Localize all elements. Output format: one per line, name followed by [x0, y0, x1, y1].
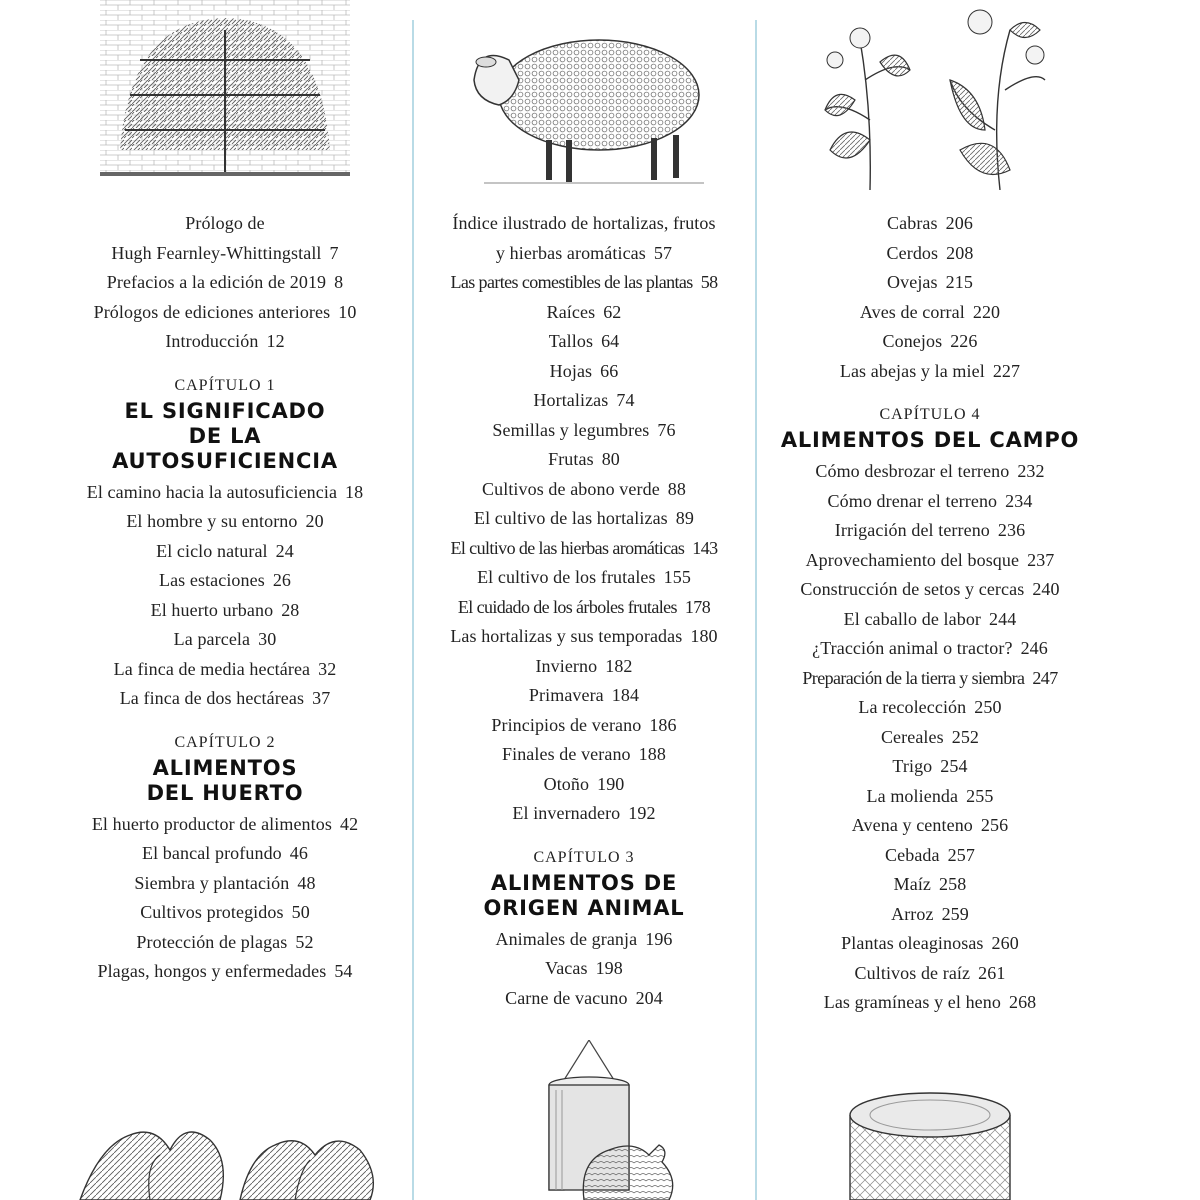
toc-entry-text: Cultivos de raíz: [854, 962, 971, 983]
toc-entry-page: 258: [939, 874, 967, 894]
toc-entry-text: Cerdos: [886, 242, 939, 263]
toc-entry[interactable]: [418, 681, 750, 711]
toc-entry-page: 215: [945, 272, 973, 292]
toc-entry[interactable]: [418, 534, 750, 564]
cheese-wheel-illustration: [760, 1085, 1100, 1200]
toc-entry-text: Prefacios a la edición de 2019: [106, 272, 327, 292]
toc-entry[interactable]: [40, 239, 410, 269]
toc-entry-text: Construcción de setos y cercas: [800, 579, 1025, 599]
toc-entry-text: Plagas, hongos y enfermedades: [97, 961, 327, 981]
toc-list-column-1: [40, 209, 410, 987]
toc-entry[interactable]: [40, 478, 410, 508]
toc-entry-text: Las estaciones: [158, 570, 265, 590]
toc-entry[interactable]: [760, 988, 1100, 1018]
toc-column-1: [40, 0, 410, 1200]
toc-entry-text: La finca de dos hectáreas: [119, 688, 305, 708]
toc-entry-page: 28: [281, 599, 300, 620]
toc-entry[interactable]: [418, 504, 750, 534]
toc-entry-page: 20: [305, 511, 324, 531]
toc-entry[interactable]: [418, 925, 750, 955]
toc-entry[interactable]: [760, 239, 1100, 269]
toc-entry[interactable]: [760, 723, 1100, 753]
toc-entry-text: Hojas: [549, 360, 593, 381]
toc-entry-text: El camino hacia la autosuficiencia: [86, 481, 338, 502]
toc-entry-page: 10: [338, 301, 357, 322]
toc-entry-page: 155: [663, 567, 691, 587]
toc-entry-text: Preparación de la tierra y siembra: [802, 667, 1025, 688]
toc-entry[interactable]: [760, 457, 1100, 487]
toc-entry[interactable]: [760, 752, 1100, 782]
toc-entry-text: Cómo drenar el terreno: [827, 490, 998, 511]
toc-entry[interactable]: [418, 445, 750, 475]
toc-entry-page: 74: [616, 390, 635, 410]
toc-entry-text: Primavera: [528, 685, 604, 705]
toc-entry-text: El cultivo de las hierbas aromáticas: [450, 537, 685, 558]
toc-entry-page: 54: [334, 961, 353, 981]
toc-entry-page: 254: [940, 756, 968, 776]
toc-entry[interactable]: [760, 693, 1100, 723]
toc-entry-text: El huerto urbano: [150, 599, 274, 620]
toc-entry-text: Protección de plagas: [136, 931, 288, 952]
toc-entry-page: 37: [312, 688, 331, 708]
toc-entry-page: 250: [974, 697, 1002, 717]
toc-entry[interactable]: [760, 841, 1100, 871]
toc-entry-page: 57: [653, 242, 673, 263]
toc-chapter-4: [760, 404, 1100, 1018]
toc-entry-page: 42: [339, 813, 359, 834]
toc-entry[interactable]: [40, 507, 410, 537]
toc-entry-page: 236: [997, 520, 1026, 540]
toc-entry[interactable]: [40, 655, 410, 685]
toc-entry-page: 259: [941, 903, 969, 924]
toc-entry[interactable]: [40, 839, 410, 869]
toc-entry-page: 62: [603, 301, 622, 322]
toc-entry[interactable]: [40, 268, 410, 298]
toc-entry-page: 76: [657, 419, 676, 440]
sheep-illustration: [418, 0, 750, 200]
toc-entry-page: 244: [989, 608, 1017, 629]
toc-entry-text: Principios de verano: [491, 714, 642, 735]
toc-entry-page: 237: [1027, 549, 1055, 570]
toc-entry[interactable]: [760, 298, 1100, 328]
chapter-title-line: ALIMENTOS DE: [490, 870, 678, 895]
toc-entry-page: 227: [992, 360, 1021, 381]
toc-entry-text: El cuidado de los árboles frutales: [457, 596, 677, 617]
toc-entry-text: Cebada: [885, 844, 940, 865]
toc-front-matter: [40, 209, 410, 357]
toc-entry-text: Las gramíneas y el heno: [823, 992, 1001, 1012]
toc-entry-text: El cultivo de los frutales: [477, 567, 656, 587]
toc-entry-text: Ovejas: [887, 272, 938, 292]
toc-entry[interactable]: [760, 209, 1100, 239]
toc-entry[interactable]: [40, 566, 410, 596]
chapter-label: CAPÍTULO 3: [533, 848, 635, 866]
toc-entry-page: 58: [700, 272, 718, 292]
toc-entry-page: 232: [1017, 461, 1045, 481]
poultry-feeder-hen-illustration: [418, 1040, 750, 1200]
toc-entry-text: El ciclo natural: [156, 540, 268, 561]
chapter-title[interactable]: [760, 428, 1100, 453]
toc-entry-text: Hugh Fearnley-Whittingstall: [111, 242, 322, 263]
toc-entry-page: 190: [597, 773, 625, 794]
toc-entry[interactable]: [760, 516, 1100, 546]
toc-entry-text: Cabras: [887, 213, 938, 233]
toc-entry-text: Las hortalizas y sus temporadas: [450, 626, 683, 646]
toc-entry-page: 8: [334, 272, 344, 292]
chapter-title-line: ALIMENTOS DEL CAMPO: [780, 428, 1080, 452]
toc-entry-page: 26: [272, 570, 292, 590]
toc-entry-text: Siembra y plantación: [134, 872, 290, 893]
toc-plant-index: [418, 209, 750, 829]
toc-entry-page: 89: [675, 508, 694, 528]
toc-entry-page: 88: [667, 478, 686, 499]
toc-entry-text: Maíz: [893, 874, 932, 894]
toc-entry[interactable]: [418, 268, 750, 298]
toc-entry-text: El huerto productor de alimentos: [91, 813, 332, 834]
toc-entry[interactable]: [418, 622, 750, 652]
toc-entry[interactable]: [760, 634, 1100, 664]
chapter-title-line: AUTOSUFICIENCIA: [112, 448, 338, 473]
toc-entry-page: 220: [972, 301, 1001, 322]
toc-entry[interactable]: [40, 928, 410, 958]
toc-entry-page: 66: [600, 360, 619, 381]
toc-entry-text: Finales de verano: [502, 744, 631, 764]
toc-entry-page: 50: [291, 902, 310, 922]
toc-entry-text: Hortalizas: [533, 390, 609, 410]
toc-entry-text: Semillas y legumbres: [492, 419, 650, 440]
toc-entry[interactable]: [40, 625, 410, 655]
toc-entry[interactable]: [418, 209, 750, 239]
toc-entry-text: Prólogos de ediciones anteriores: [93, 301, 331, 322]
toc-entry-page: 30: [258, 629, 277, 649]
toc-entry-text: Irrigación del terreno: [834, 520, 990, 540]
chapter-title-line: ALIMENTOS: [152, 755, 298, 780]
toc-entry[interactable]: [760, 327, 1100, 357]
toc-entry-page: 64: [601, 331, 620, 351]
column-divider-right: [755, 20, 757, 1200]
toc-entry-page: 204: [635, 987, 663, 1008]
toc-entry-page: 182: [605, 655, 633, 676]
toc-entry-page: 46: [289, 843, 308, 863]
toc-entry-page: 268: [1008, 992, 1037, 1012]
toc-entry-text: Cómo desbrozar el terreno: [815, 461, 1010, 481]
toc-entry-page: 184: [611, 685, 640, 705]
toc-entry-page: 178: [684, 596, 711, 617]
toc-entry-text: Introducción: [165, 331, 259, 351]
toc-entry-text: La recolección: [858, 697, 967, 717]
toc-list-column-3: [760, 209, 1100, 1018]
toc-entry[interactable]: [418, 563, 750, 593]
toc-entry[interactable]: [760, 546, 1100, 576]
toc-entry[interactable]: [418, 298, 750, 328]
chapter-label: CAPÍTULO 2: [174, 733, 276, 751]
toc-entry-text: Plantas oleaginosas: [841, 933, 984, 953]
toc-entry-text: Invierno: [535, 655, 598, 676]
column-divider-left: [412, 20, 414, 1200]
toc-entry[interactable]: [418, 416, 750, 446]
toc-entry-page: 52: [295, 931, 314, 952]
toc-entry[interactable]: [760, 487, 1100, 517]
toc-entry-text: Otoño: [543, 773, 590, 794]
toc-entry-page: 12: [266, 331, 285, 351]
chapter-title-line: DEL HUERTO: [146, 780, 304, 805]
herb-plants-illustration: [760, 0, 1100, 200]
toc-entry-text: Arroz: [891, 903, 934, 924]
toc-entry-text: La molienda: [866, 785, 959, 806]
toc-entry[interactable]: [418, 711, 750, 741]
toc-entry[interactable]: [760, 929, 1100, 959]
toc-entry[interactable]: [760, 811, 1100, 841]
toc-entry[interactable]: [418, 652, 750, 682]
toc-entry-text: Vacas: [545, 958, 588, 978]
toc-entry[interactable]: [760, 782, 1100, 812]
toc-entry-page: 32: [318, 658, 337, 679]
chapter-title-line: EL SIGNIFICADO: [124, 398, 326, 423]
toc-list-column-2: [418, 209, 750, 1013]
toc-entry[interactable]: [418, 239, 750, 269]
toc-entry[interactable]: [760, 605, 1100, 635]
chapter-title-line: ORIGEN ANIMAL: [483, 895, 685, 920]
chapter-title[interactable]: [418, 871, 750, 921]
toc-entry-page: 252: [951, 726, 980, 747]
chapter-label: CAPÍTULO 4: [879, 406, 981, 423]
toc-entry-text: Conejos: [882, 331, 943, 351]
toc-entry[interactable]: [418, 593, 750, 623]
toc-entry-page: 247: [1032, 667, 1058, 688]
toc-entry[interactable]: [418, 327, 750, 357]
toc-entry-page: 240: [1032, 579, 1060, 599]
toc-livestock-continued: [760, 209, 1100, 386]
toc-entry-text: Cultivos de abono verde: [482, 478, 660, 499]
toc-entry[interactable]: [418, 954, 750, 984]
toc-entry[interactable]: [40, 596, 410, 626]
toc-entry-page: 256: [980, 815, 1009, 835]
toc-entry-text: La parcela: [173, 629, 251, 649]
toc-entry-text: Índice ilustrado de hortalizas, frutos: [452, 213, 716, 233]
toc-entry-text: Aves de corral: [859, 301, 965, 322]
toc-entry-text: El hombre y su entorno: [126, 511, 298, 531]
toc-entry-text: Raíces: [546, 301, 596, 322]
toc-entry[interactable]: [40, 298, 410, 328]
toc-entry-text: Animales de granja: [495, 928, 638, 949]
toc-entry-page: 246: [1020, 638, 1048, 658]
toc-entry-text: ¿Tracción animal o tractor?: [812, 638, 1013, 658]
toc-entry-text: Las partes comestibles de las plantas: [450, 272, 693, 292]
toc-entry-text: El invernadero: [512, 803, 621, 823]
chapter-title[interactable]: [40, 756, 410, 806]
toc-entry-page: 196: [645, 928, 673, 949]
toc-entry-text: Aprovechamiento del bosque: [805, 549, 1020, 570]
toc-entry[interactable]: [760, 900, 1100, 930]
toc-entry-page: 198: [595, 958, 623, 978]
cabbage-plants-illustration: [40, 1105, 410, 1200]
toc-entry-page: 7: [329, 242, 339, 263]
toc-entry-text: Tallos: [548, 331, 594, 351]
toc-entry-page: 255: [966, 785, 994, 806]
toc-column-2: [418, 0, 750, 1200]
toc-entry-page: 186: [649, 714, 677, 735]
toc-entry[interactable]: [418, 386, 750, 416]
toc-entry[interactable]: [40, 684, 410, 714]
toc-entry[interactable]: [418, 740, 750, 770]
toc-entry[interactable]: [40, 327, 410, 357]
toc-entry[interactable]: [418, 799, 750, 829]
toc-entry-page: 192: [628, 803, 656, 823]
toc-entry-page: 206: [945, 213, 973, 233]
toc-entry[interactable]: [40, 209, 410, 239]
toc-entry-page: 188: [638, 744, 666, 764]
toc-entry-page: 257: [947, 844, 975, 865]
toc-entry-text: y hierbas aromáticas: [495, 242, 646, 263]
toc-entry-page: 260: [991, 933, 1019, 953]
toc-entry[interactable]: [760, 357, 1100, 387]
toc-entry-page: 226: [950, 331, 978, 351]
toc-chapter-2: [40, 732, 410, 987]
toc-entry[interactable]: [40, 898, 410, 928]
toc-entry-text: El caballo de labor: [843, 608, 982, 629]
chapter-title[interactable]: [40, 399, 410, 474]
chapter-title-line: DE LA: [188, 423, 262, 448]
toc-entry-page: 180: [690, 626, 718, 646]
toc-entry[interactable]: [418, 357, 750, 387]
toc-entry-text: Cereales: [880, 726, 944, 747]
toc-entry-text: Prólogo de: [185, 213, 265, 233]
toc-entry[interactable]: [760, 268, 1100, 298]
toc-entry[interactable]: [40, 957, 410, 987]
toc-entry-page: 18: [345, 481, 364, 502]
toc-entry-text: Trigo: [892, 756, 933, 776]
chapter-label: CAPÍTULO 1: [174, 376, 276, 394]
toc-entry[interactable]: [760, 870, 1100, 900]
toc-entry-page: 48: [297, 872, 316, 893]
toc-entry[interactable]: [40, 869, 410, 899]
toc-entry-text: El cultivo de las hortalizas: [474, 508, 668, 528]
toc-entry-page: 143: [692, 537, 718, 558]
toc-entry-page: 24: [275, 540, 294, 561]
toc-entry-page: 80: [601, 449, 620, 469]
toc-entry-text: El bancal profundo: [142, 843, 282, 863]
toc-chapter-3: [418, 847, 750, 1014]
toc-entry-text: Avena y centeno: [851, 815, 973, 835]
toc-column-3: [760, 0, 1100, 1200]
toc-entry[interactable]: [418, 770, 750, 800]
toc-entry-text: La finca de media hectárea: [113, 658, 311, 679]
toc-entry[interactable]: [760, 664, 1100, 694]
toc-entry[interactable]: [418, 984, 750, 1014]
toc-entry-page: 234: [1005, 490, 1033, 511]
toc-entry-text: Cultivos protegidos: [140, 902, 284, 922]
toc-entry[interactable]: [418, 475, 750, 505]
toc-entry-text: Carne de vacuno: [505, 987, 628, 1008]
toc-entry[interactable]: [760, 575, 1100, 605]
toc-entry[interactable]: [40, 537, 410, 567]
toc-entry[interactable]: [760, 959, 1100, 989]
espalier-tree-illustration: [40, 0, 410, 200]
toc-entry[interactable]: [40, 810, 410, 840]
toc-entry-page: 208: [946, 242, 974, 263]
toc-chapter-1: [40, 375, 410, 714]
toc-entry-text: Frutas: [548, 449, 594, 469]
toc-entry-text: Las abejas y la miel: [839, 360, 985, 381]
toc-entry-page: 261: [978, 962, 1006, 983]
